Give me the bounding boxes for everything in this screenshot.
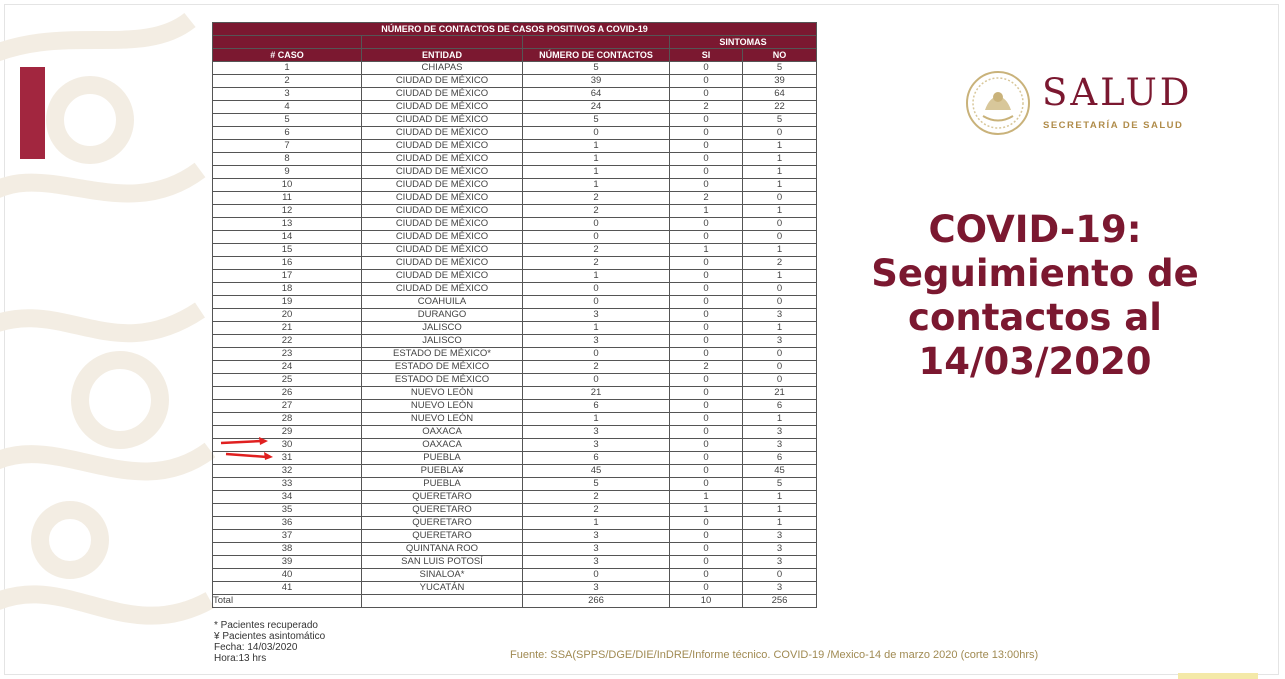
cell-no: 3 <box>743 543 817 556</box>
cell-entidad: SINALOA* <box>362 569 523 582</box>
cell-si: 1 <box>670 244 743 257</box>
cell-contactos: 3 <box>523 439 670 452</box>
cell-contactos: 2 <box>523 192 670 205</box>
source-note: Fuente: SSA(SPPS/DGE/DIE/InDRE/Informe técnico. COVID-19 /Mexico-14 de marzo 2020 (corte 13:00hrs) <box>510 649 1039 661</box>
headline-line: 14/03/2020 <box>918 340 1152 383</box>
cell-no: 3 <box>743 426 817 439</box>
cell-entidad: ESTADO DE MÉXICO <box>362 374 523 387</box>
cell-no: 0 <box>743 283 817 296</box>
cell-contactos: 1 <box>523 322 670 335</box>
cell-contactos: 45 <box>523 465 670 478</box>
slide-headline <box>840 208 1230 384</box>
logo-wordmark: SALUD <box>1042 71 1193 114</box>
cell-no: 1 <box>743 504 817 517</box>
cell-caso: 28 <box>213 413 362 426</box>
table-row <box>213 257 817 270</box>
cell-contactos: 2 <box>523 244 670 257</box>
footnotes <box>214 620 325 664</box>
cell-si: 0 <box>670 569 743 582</box>
table-row <box>213 361 817 374</box>
header-caso: # CASO <box>213 49 362 62</box>
header-sintomas: SINTOMAS <box>670 36 817 49</box>
cell-no: 0 <box>743 361 817 374</box>
cell-no: 0 <box>743 231 817 244</box>
cell-entidad: CIUDAD DE MÉXICO <box>362 205 523 218</box>
cell-caso: 26 <box>213 387 362 400</box>
cell-entidad: SAN LUIS POTOSÍ <box>362 556 523 569</box>
cell-contactos: 3 <box>523 582 670 595</box>
cell-caso: 2 <box>213 75 362 88</box>
cell-caso: 22 <box>213 335 362 348</box>
cell-si: 1 <box>670 504 743 517</box>
table-row <box>213 309 817 322</box>
cell-caso: 32 <box>213 465 362 478</box>
cell-no: 1 <box>743 413 817 426</box>
cell-caso: 9 <box>213 166 362 179</box>
cell-entidad: CIUDAD DE MÉXICO <box>362 283 523 296</box>
cell-no: 0 <box>743 218 817 231</box>
cell-caso: 31 <box>213 452 362 465</box>
total-row <box>213 595 817 608</box>
table-row <box>213 179 817 192</box>
cell-contactos: 24 <box>523 101 670 114</box>
cell-si: 0 <box>670 257 743 270</box>
cell-no: 5 <box>743 114 817 127</box>
cell-caso: 6 <box>213 127 362 140</box>
cell-contactos: 2 <box>523 361 670 374</box>
table-row <box>213 413 817 426</box>
cell-contactos: 0 <box>523 374 670 387</box>
cell-caso: 29 <box>213 426 362 439</box>
table-row <box>213 205 817 218</box>
header-entidad: ENTIDAD <box>362 49 523 62</box>
table-row <box>213 348 817 361</box>
cell-entidad: CIUDAD DE MÉXICO <box>362 88 523 101</box>
table-row <box>213 62 817 75</box>
cell-entidad: OAXACA <box>362 426 523 439</box>
table-row <box>213 101 817 114</box>
cell-caso: 24 <box>213 361 362 374</box>
cell-si: 0 <box>670 309 743 322</box>
table-row <box>213 231 817 244</box>
table-row <box>213 75 817 88</box>
table-row <box>213 543 817 556</box>
cell-caso: 39 <box>213 556 362 569</box>
table-row <box>213 140 817 153</box>
cell-si: 0 <box>670 478 743 491</box>
cell-entidad: CIUDAD DE MÉXICO <box>362 75 523 88</box>
cell-entidad: CIUDAD DE MÉXICO <box>362 166 523 179</box>
cell-entidad: QUERETARO <box>362 530 523 543</box>
table-row <box>213 114 817 127</box>
cell-si: 0 <box>670 179 743 192</box>
cell-si: 0 <box>670 127 743 140</box>
cell-contactos: 5 <box>523 62 670 75</box>
table-row <box>213 439 817 452</box>
cell-entidad: ESTADO DE MÉXICO <box>362 361 523 374</box>
cell-caso: 37 <box>213 530 362 543</box>
cell-contactos: 39 <box>523 75 670 88</box>
contacts-table <box>212 22 817 608</box>
cell-no: 1 <box>743 140 817 153</box>
cell-entidad: CIUDAD DE MÉXICO <box>362 127 523 140</box>
table-title: NÚMERO DE CONTACTOS DE CASOS POSITIVOS A COVID-19 <box>213 23 817 36</box>
cell-caso: 36 <box>213 517 362 530</box>
table-row <box>213 400 817 413</box>
cell-caso: 40 <box>213 569 362 582</box>
cell-si: 0 <box>670 62 743 75</box>
table-row <box>213 556 817 569</box>
cell-contactos: 3 <box>523 556 670 569</box>
cell-contactos: 0 <box>523 127 670 140</box>
cell-no: 1 <box>743 205 817 218</box>
cell-contactos: 2 <box>523 504 670 517</box>
cell-no: 5 <box>743 478 817 491</box>
cell-contactos: 1 <box>523 166 670 179</box>
cell-contactos: 5 <box>523 478 670 491</box>
cell-entidad: CIUDAD DE MÉXICO <box>362 179 523 192</box>
cell-no: 39 <box>743 75 817 88</box>
cell-caso: 30 <box>213 439 362 452</box>
cell-no: 0 <box>743 348 817 361</box>
cell-si: 0 <box>670 153 743 166</box>
cell-si: 0 <box>670 413 743 426</box>
table-row <box>213 270 817 283</box>
cell-entidad: CIUDAD DE MÉXICO <box>362 101 523 114</box>
cell-si: 0 <box>670 348 743 361</box>
cell-entidad: NUEVO LEÓN <box>362 413 523 426</box>
table-row <box>213 283 817 296</box>
cell-caso: 4 <box>213 101 362 114</box>
cell-entidad: CIUDAD DE MÉXICO <box>362 218 523 231</box>
cell-entidad: QUERETARO <box>362 491 523 504</box>
cell-no: 0 <box>743 296 817 309</box>
cell-no: 3 <box>743 530 817 543</box>
cell-si: 0 <box>670 231 743 244</box>
cell-si: 1 <box>670 491 743 504</box>
cell-entidad: QUERETARO <box>362 504 523 517</box>
cell-entidad: JALISCO <box>362 335 523 348</box>
cell-si: 2 <box>670 192 743 205</box>
table-row <box>213 244 817 257</box>
cell-si: 0 <box>670 114 743 127</box>
contacts-table-container <box>212 22 816 608</box>
cell-si: 0 <box>670 582 743 595</box>
cell-si: 0 <box>670 88 743 101</box>
red-arrow-icon <box>225 450 275 462</box>
cell-caso: 3 <box>213 88 362 101</box>
cell-si: 0 <box>670 387 743 400</box>
cell-entidad: PUEBLA <box>362 452 523 465</box>
cell-no: 22 <box>743 101 817 114</box>
cell-si: 0 <box>670 374 743 387</box>
cell-si: 0 <box>670 452 743 465</box>
logo-subtitle: SECRETARÍA DE SALUD <box>1043 120 1184 131</box>
cell-no: 45 <box>743 465 817 478</box>
table-row <box>213 335 817 348</box>
cell-no: 21 <box>743 387 817 400</box>
cell-no: 6 <box>743 452 817 465</box>
cell-no: 3 <box>743 309 817 322</box>
cell-contactos: 64 <box>523 88 670 101</box>
mexico-seal-icon <box>965 70 1031 136</box>
accent-bar <box>20 67 45 159</box>
cell-no: 3 <box>743 439 817 452</box>
cell-caso: 7 <box>213 140 362 153</box>
header-no: NO <box>743 49 817 62</box>
cell-contactos: 5 <box>523 114 670 127</box>
cell-no: 1 <box>743 153 817 166</box>
cell-contactos: 1 <box>523 413 670 426</box>
cell-caso: 8 <box>213 153 362 166</box>
cell-contactos: 3 <box>523 335 670 348</box>
cell-contactos: 3 <box>523 543 670 556</box>
table-body <box>213 62 817 595</box>
cell-contactos: 3 <box>523 530 670 543</box>
table-row <box>213 127 817 140</box>
cell-si: 0 <box>670 296 743 309</box>
headline-line: contactos al <box>908 296 1162 339</box>
cell-contactos: 2 <box>523 205 670 218</box>
footnote-fecha: Fecha: 14/03/2020 <box>214 642 298 653</box>
cell-entidad: DURANGO <box>362 309 523 322</box>
cell-no: 64 <box>743 88 817 101</box>
cell-caso: 13 <box>213 218 362 231</box>
footnote-asintomatico: ¥ Pacientes asintomático <box>214 631 326 642</box>
cell-no: 1 <box>743 179 817 192</box>
cell-entidad: COAHUILA <box>362 296 523 309</box>
cell-caso: 21 <box>213 322 362 335</box>
cell-si: 0 <box>670 322 743 335</box>
table-row <box>213 504 817 517</box>
cell-contactos: 0 <box>523 569 670 582</box>
cell-caso: 1 <box>213 62 362 75</box>
cell-no: 3 <box>743 582 817 595</box>
table-row <box>213 153 817 166</box>
cell-contactos: 0 <box>523 348 670 361</box>
cell-no: 0 <box>743 374 817 387</box>
cell-si: 0 <box>670 543 743 556</box>
cell-caso: 20 <box>213 309 362 322</box>
cell-contactos: 1 <box>523 140 670 153</box>
table-row <box>213 387 817 400</box>
cell-caso: 11 <box>213 192 362 205</box>
cell-no: 1 <box>743 322 817 335</box>
cell-entidad: YUCATÁN <box>362 582 523 595</box>
table-row <box>213 296 817 309</box>
cell-caso: 18 <box>213 283 362 296</box>
cell-si: 0 <box>670 465 743 478</box>
footnote-hora: Hora:13 hrs <box>214 653 267 664</box>
table-row <box>213 530 817 543</box>
cell-si: 0 <box>670 556 743 569</box>
table-row <box>213 166 817 179</box>
cell-contactos: 6 <box>523 400 670 413</box>
header-si: SI <box>670 49 743 62</box>
cell-no: 1 <box>743 517 817 530</box>
cell-si: 0 <box>670 283 743 296</box>
table-row <box>213 582 817 595</box>
cell-caso: 27 <box>213 400 362 413</box>
cell-caso: 14 <box>213 231 362 244</box>
cell-contactos: 1 <box>523 153 670 166</box>
header-spacer <box>523 36 670 49</box>
cell-no: 3 <box>743 556 817 569</box>
table-row <box>213 452 817 465</box>
header-spacer <box>362 36 523 49</box>
table-row <box>213 374 817 387</box>
cell-contactos: 0 <box>523 296 670 309</box>
cell-caso: 34 <box>213 491 362 504</box>
cell-si: 2 <box>670 101 743 114</box>
cell-caso: 23 <box>213 348 362 361</box>
cell-caso: 25 <box>213 374 362 387</box>
cell-entidad: CIUDAD DE MÉXICO <box>362 244 523 257</box>
cell-caso: 33 <box>213 478 362 491</box>
cell-no: 0 <box>743 127 817 140</box>
table-row <box>213 491 817 504</box>
cell-contactos: 21 <box>523 387 670 400</box>
cell-contactos: 0 <box>523 231 670 244</box>
cell-entidad: JALISCO <box>362 322 523 335</box>
cell-si: 0 <box>670 270 743 283</box>
cell-contactos: 3 <box>523 309 670 322</box>
corner-decoration <box>1178 673 1258 679</box>
cell-entidad: OAXACA <box>362 439 523 452</box>
cell-entidad: QUERETARO <box>362 517 523 530</box>
cell-caso: 41 <box>213 582 362 595</box>
cell-si: 0 <box>670 517 743 530</box>
cell-contactos: 1 <box>523 179 670 192</box>
cell-si: 1 <box>670 205 743 218</box>
cell-entidad: PUEBLA¥ <box>362 465 523 478</box>
cell-entidad: CIUDAD DE MÉXICO <box>362 270 523 283</box>
table-row <box>213 218 817 231</box>
table-row <box>213 517 817 530</box>
cell-entidad: NUEVO LEÓN <box>362 400 523 413</box>
cell-contactos: 0 <box>523 283 670 296</box>
cell-no: 1 <box>743 270 817 283</box>
headline-line: COVID-19: <box>928 208 1142 251</box>
table-row <box>213 569 817 582</box>
cell-caso: 19 <box>213 296 362 309</box>
cell-si: 0 <box>670 439 743 452</box>
cell-no: 3 <box>743 335 817 348</box>
cell-entidad: CHIAPAS <box>362 62 523 75</box>
cell-contactos: 3 <box>523 426 670 439</box>
cell-si: 2 <box>670 361 743 374</box>
cell-entidad: QUINTANA ROO <box>362 543 523 556</box>
total-contactos: 266 <box>523 595 670 608</box>
cell-no: 6 <box>743 400 817 413</box>
red-arrow-icon <box>220 436 270 448</box>
cell-no: 1 <box>743 244 817 257</box>
cell-no: 1 <box>743 491 817 504</box>
cell-no: 1 <box>743 166 817 179</box>
cell-no: 5 <box>743 62 817 75</box>
cell-entidad: CIUDAD DE MÉXICO <box>362 140 523 153</box>
table-row <box>213 426 817 439</box>
cell-entidad: CIUDAD DE MÉXICO <box>362 153 523 166</box>
cell-entidad: CIUDAD DE MÉXICO <box>362 231 523 244</box>
cell-si: 0 <box>670 530 743 543</box>
cell-contactos: 1 <box>523 270 670 283</box>
cell-caso: 10 <box>213 179 362 192</box>
cell-si: 0 <box>670 400 743 413</box>
cell-entidad: CIUDAD DE MÉXICO <box>362 257 523 270</box>
cell-si: 0 <box>670 166 743 179</box>
cell-entidad: NUEVO LEÓN <box>362 387 523 400</box>
cell-contactos: 2 <box>523 257 670 270</box>
cell-contactos: 1 <box>523 517 670 530</box>
table-row <box>213 88 817 101</box>
header-spacer <box>213 36 362 49</box>
cell-no: 0 <box>743 569 817 582</box>
cell-entidad: ESTADO DE MÉXICO* <box>362 348 523 361</box>
footnote-recuperado: * Pacientes recuperado <box>214 620 318 631</box>
cell-si: 0 <box>670 426 743 439</box>
cell-contactos: 0 <box>523 218 670 231</box>
cell-caso: 16 <box>213 257 362 270</box>
cell-contactos: 2 <box>523 491 670 504</box>
total-no: 256 <box>743 595 817 608</box>
cell-caso: 17 <box>213 270 362 283</box>
total-label: Total <box>213 595 362 608</box>
table-row <box>213 478 817 491</box>
cell-caso: 38 <box>213 543 362 556</box>
cell-no: 2 <box>743 257 817 270</box>
cell-contactos: 6 <box>523 452 670 465</box>
table-row <box>213 465 817 478</box>
cell-si: 0 <box>670 140 743 153</box>
cell-entidad: PUEBLA <box>362 478 523 491</box>
table-row <box>213 322 817 335</box>
cell-si: 0 <box>670 335 743 348</box>
table-row <box>213 192 817 205</box>
cell-no: 0 <box>743 192 817 205</box>
total-si: 10 <box>670 595 743 608</box>
cell-caso: 15 <box>213 244 362 257</box>
total-spacer <box>362 595 523 608</box>
headline-line: Seguimiento de <box>871 252 1199 295</box>
cell-entidad: CIUDAD DE MÉXICO <box>362 114 523 127</box>
cell-caso: 12 <box>213 205 362 218</box>
cell-si: 0 <box>670 75 743 88</box>
header-contactos: NÚMERO DE CONTACTOS <box>523 49 670 62</box>
cell-si: 0 <box>670 218 743 231</box>
cell-caso: 35 <box>213 504 362 517</box>
cell-caso: 5 <box>213 114 362 127</box>
cell-entidad: CIUDAD DE MÉXICO <box>362 192 523 205</box>
